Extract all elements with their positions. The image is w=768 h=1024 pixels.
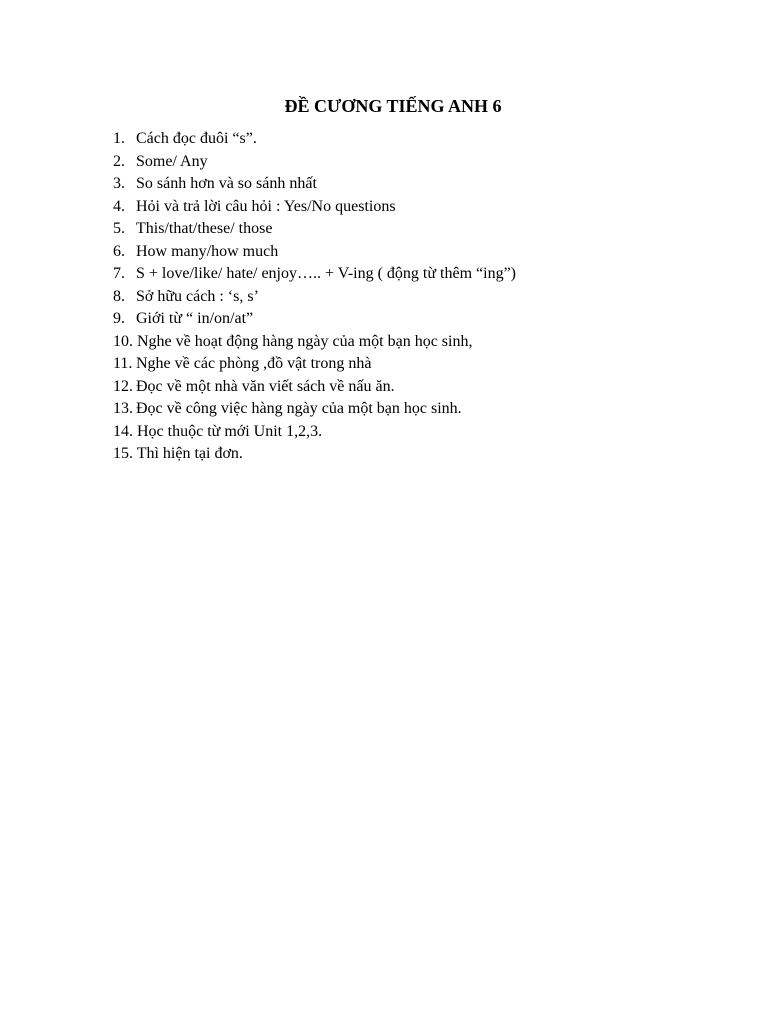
document-title: ĐỀ CƯƠNG TIẾNG ANH 6 [284,96,502,116]
item-number: 2. [113,152,125,170]
list-item [113,128,516,151]
item-number: 6. [113,242,125,260]
item-number: 3. [113,175,125,192]
item-number: 12. [113,377,133,395]
list-item [113,398,516,421]
list-item [113,443,516,466]
item-text: Hỏi và trả lời câu hỏi : Yes/No questions [136,197,396,215]
item-text: S + love/like/ hate/ enjoy….. + V-ing ( động từ thêm “ing”) [136,265,516,282]
outline-list [113,128,516,466]
list-item [113,218,516,241]
item-text: Sở hữu cách : ‘s, s’ [136,287,259,305]
item-number: 5. [113,220,125,237]
item-text: Đọc về công việc hàng ngày của một bạn học sinh. [136,400,462,417]
list-item [113,331,516,354]
item-number: 15. [113,445,133,462]
item-text: So sánh hơn và so sánh nhất [136,175,317,192]
item-text: Học thuộc từ mới Unit 1,2,3. [133,422,323,440]
list-item [113,263,516,286]
list-item [113,308,516,331]
item-text: Nghe về hoạt động hàng ngày của một bạn học sinh, [133,332,473,350]
item-text: This/that/these/ those [136,220,273,237]
list-item [113,151,516,174]
item-number: 1. [113,130,125,147]
item-text: Some/ Any [136,152,208,170]
list-item [113,196,516,219]
item-text: Nghe về các phòng ,đồ vật trong nhà [136,355,372,372]
item-text: How many/how much [136,242,279,260]
item-text: Thì hiện tại đơn. [133,445,243,462]
item-text: Đọc về một nhà văn viết sách về nấu ăn. [136,377,395,395]
list-item [113,376,516,399]
item-number: 7. [113,265,125,282]
item-number: 9. [113,310,125,327]
list-item [113,421,516,444]
item-number: 11. [113,355,133,372]
item-number: 8. [113,287,125,305]
item-number: 10. [113,332,133,350]
list-item [113,173,516,196]
list-item [113,286,516,309]
item-number: 14. [113,422,133,440]
item-text: Giới từ “ in/on/at” [136,310,254,327]
list-item [113,353,516,376]
item-number: 4. [113,197,125,215]
list-item [113,241,516,264]
item-text: Cách đọc đuôi “s”. [136,130,257,147]
item-number: 13. [113,400,133,417]
